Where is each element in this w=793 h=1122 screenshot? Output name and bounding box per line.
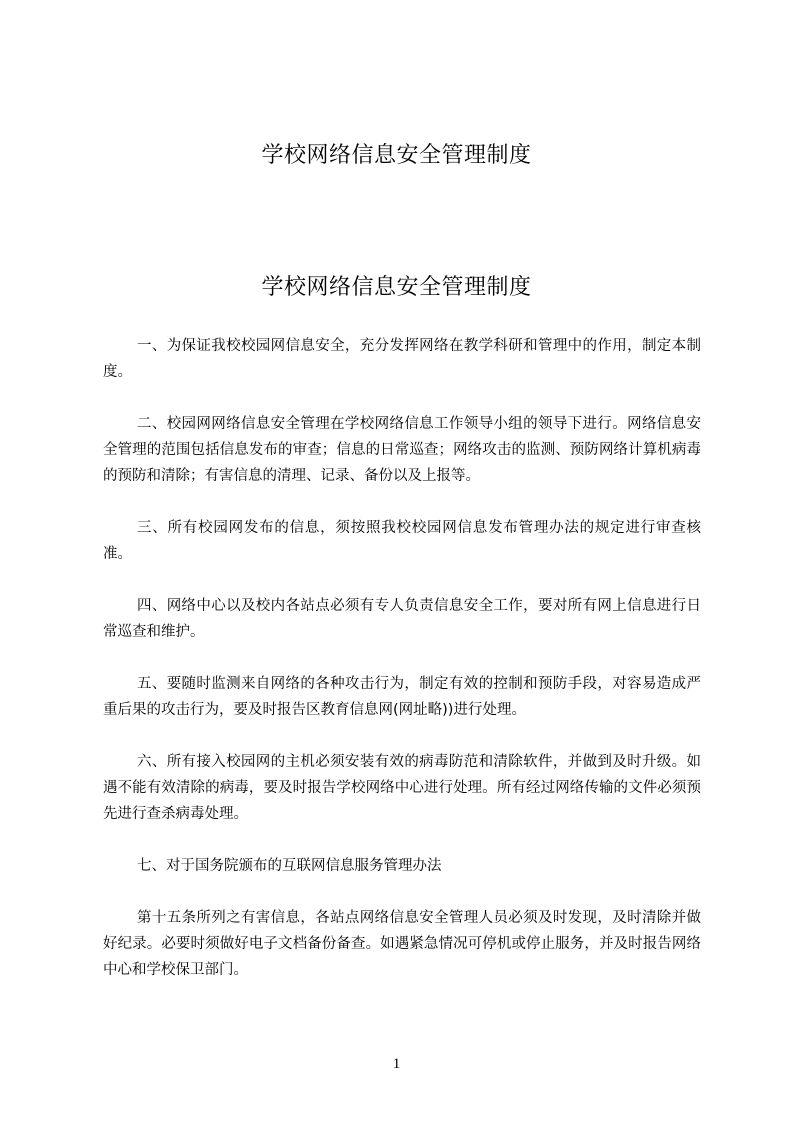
paragraph-4: 四、网络中心以及校内各站点必须有专人负责信息安全工作，要对所有网上信息进行日常巡查和维护。 (103, 598, 701, 640)
page-number: 1 (392, 1056, 401, 1072)
document-title: 学校网络信息安全管理制度 (261, 275, 532, 300)
paragraph-5: 五、要随时监测来自网络的各种攻击行为，制定有效的控制和预防手段，对容易造成严重后果的攻击行为，要及时报告区教育信息网(网址略))进行处理。 (103, 676, 701, 718)
paragraph-3: 三、所有校园网发布的信息，须按照我校校园网信息发布管理办法的规定进行审查核准。 (103, 520, 701, 562)
page-header-title: 学校网络信息安全管理制度 (261, 143, 532, 168)
paragraph-6: 六、所有接入校园网的主机必须安装有效的病毒防范和清除软件，并做到及时升级。如遇不能有效清除的病毒，要及时报告学校网络中心进行处理。所有经过网络传输的文件必须预先进行查杀病毒处理。 (103, 754, 701, 822)
paragraph-7: 七、对于国务院颁布的互联网信息服务管理办法 (137, 858, 442, 874)
paragraph-1: 一、为保证我校校园网信息安全，充分发挥网络在教学科研和管理中的作用，制定本制度。 (103, 338, 701, 380)
paragraph-2: 二、校园网网络信息安全管理在学校网络信息工作领导小组的领导下进行。网络信息安全管理的范围包括信息发布的审查；信息的日常巡查；网络攻击的监测、预防网络计算机病毒的预防和清除；有害信息的清理、记录、备份以及上报等。 (103, 416, 701, 484)
paragraph-8: 第十五条所列之有害信息，各站点网络信息安全管理人员必须及时发现，及时清除并做好纪录。必要时须做好电子文档备份备查。如遇紧急情况可停机或停止服务，并及时报告网络中心和学校保卫部门。 (103, 910, 701, 978)
document-body (103, 333, 701, 1009)
